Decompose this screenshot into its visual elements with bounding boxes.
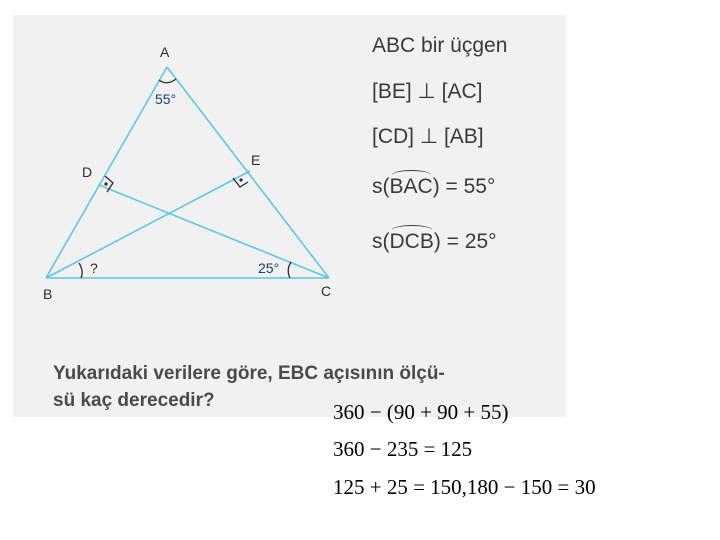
- arc-symbol-dcb: DCB: [389, 230, 434, 253]
- given-cd-perp-ab: [CD] ⊥ [AB]: [372, 125, 484, 148]
- given-angle-bac-prefix: s(: [372, 175, 390, 198]
- triangle-figure: [13, 15, 373, 315]
- vertex-label-a: A: [160, 44, 170, 60]
- solution-line-3: 125 + 25 = 150,180 − 150 = 30: [333, 475, 596, 499]
- given-angle-bac-suffix: ) = 55°: [432, 175, 496, 198]
- vertex-label-e: E: [251, 152, 261, 168]
- given-angle-dcb-suffix: ) = 25°: [433, 230, 497, 253]
- given-angle-dcb-prefix: s(: [372, 230, 390, 253]
- problem-card: [13, 15, 566, 417]
- arc-symbol-bac: BAC: [389, 175, 433, 198]
- angle-arc-a: [159, 79, 176, 83]
- given-angle-dcb: [372, 230, 497, 254]
- vertex-label-b: B: [43, 286, 53, 302]
- right-angle-dot-d: [104, 182, 107, 185]
- right-angle-dot-e: [239, 178, 242, 181]
- solution-line-2: 360 − 235 = 125: [333, 437, 473, 461]
- given-triangle: ABC bir üçgen: [372, 34, 508, 57]
- vertex-label-c: C: [321, 283, 332, 299]
- angle-label-c: 25°: [258, 260, 280, 276]
- angle-label-b: ?: [90, 260, 98, 276]
- solution-line-1: 360 − (90 + 90 + 55): [333, 400, 509, 424]
- question-line-2: sü kaç derecedir?: [53, 390, 215, 411]
- angle-arc-c: [288, 262, 291, 278]
- vertex-label-d: D: [82, 164, 93, 180]
- question-line-1: Yukarıdaki verilere göre, EBC açısının ölçü-: [53, 363, 445, 384]
- given-angle-bac: [372, 175, 495, 199]
- given-be-perp-ac: [BE] ⊥ [AC]: [372, 80, 483, 103]
- angle-arc-b: [79, 263, 82, 278]
- angle-label-a: 55°: [155, 91, 177, 107]
